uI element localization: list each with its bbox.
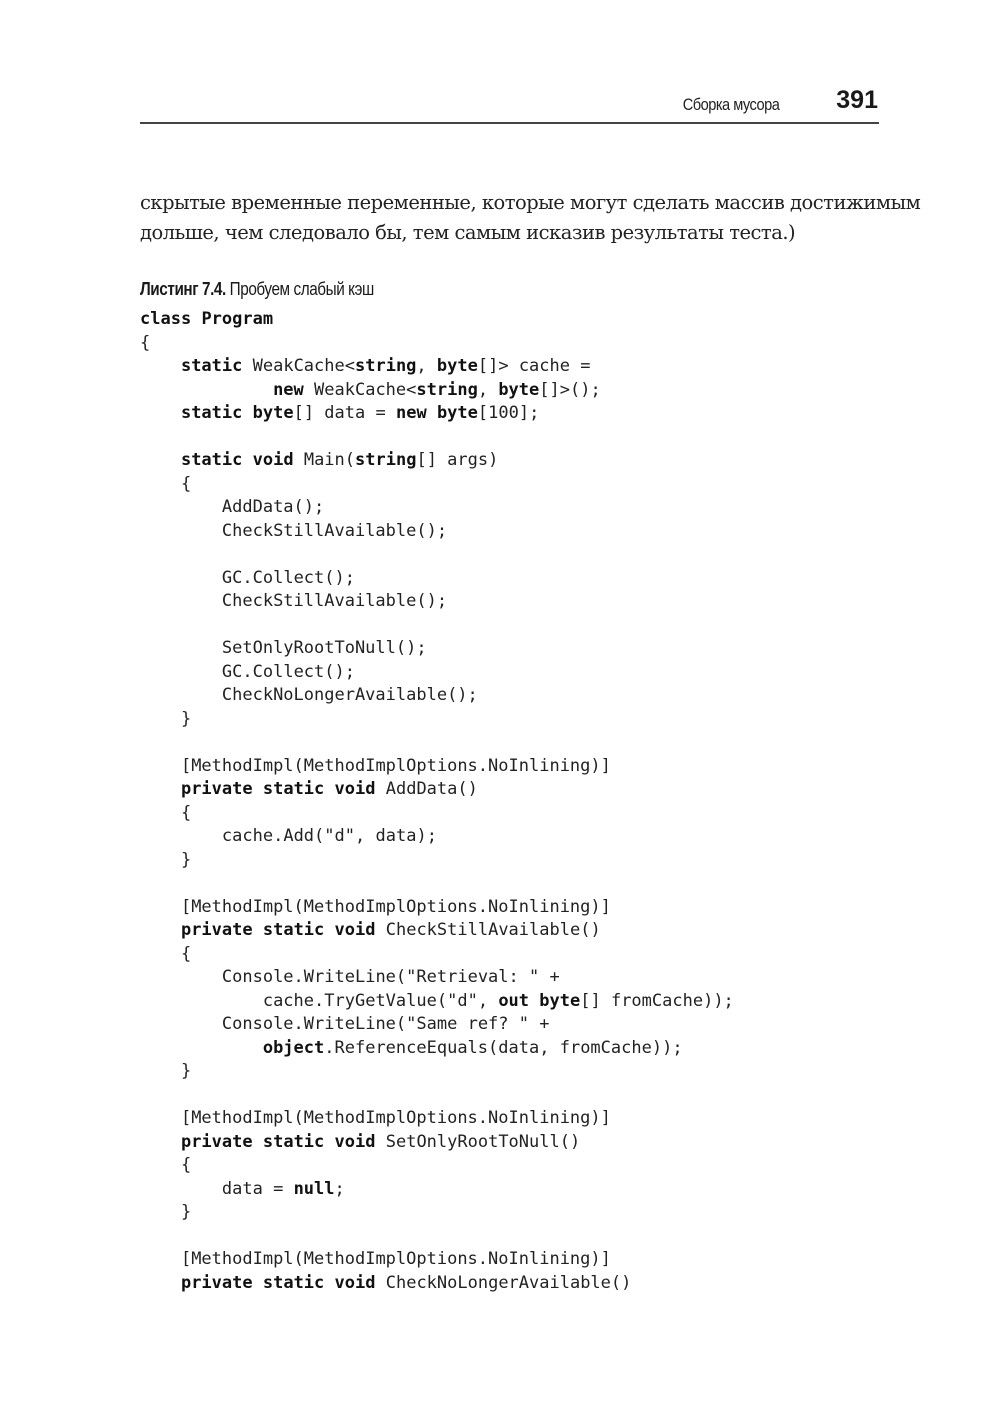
code-line: SetOnlyRootToNull(); — [221, 638, 427, 658]
code-line: GC.Collect(); — [221, 661, 355, 682]
listing-caption — [140, 279, 374, 300]
body-paragraph — [140, 188, 921, 248]
code-line: { — [140, 332, 151, 353]
listing-label: Листинг 7.4. — [140, 279, 226, 299]
code-line: { — [140, 802, 192, 823]
code-line — [140, 731, 734, 755]
code-line: [MethodImpl(MethodImplOptions.NoInlining)] — [140, 755, 611, 776]
code-line: [MethodImpl(MethodImplOptions.NoInlining)] — [140, 1108, 611, 1128]
section-title: Сборка мусора — [682, 95, 779, 114]
code-line: } — [140, 1061, 192, 1081]
code-line — [140, 426, 734, 450]
code-line: cache.Add("d", data); — [221, 826, 437, 846]
header-rule — [140, 122, 879, 124]
code-line — [140, 1084, 734, 1108]
code-line: object.ReferenceEquals(data, fromCache)); — [262, 1037, 683, 1058]
code-listing — [140, 308, 734, 1295]
code-line: CheckNoLongerAvailable(); — [221, 685, 478, 705]
code-line — [140, 543, 734, 567]
code-line: cache.TryGetValue("d", out byte[] fromCache)); — [262, 990, 734, 1011]
code-line — [140, 872, 734, 896]
code-line: AddData(); — [221, 497, 325, 517]
body-line: скрытые временные переменные, которые могут сделать массив достижимым — [140, 191, 921, 214]
code-line — [140, 1225, 734, 1249]
listing-title: Пробуем слабый кэш — [229, 279, 374, 299]
code-line: } — [140, 708, 192, 729]
code-line: CheckStillAvailable(); — [221, 520, 448, 541]
code-line: CheckStillAvailable(); — [221, 591, 448, 611]
code-line: static byte[] data = new byte[100]; — [180, 403, 540, 423]
code-line: [MethodImpl(MethodImplOptions.NoInlining)] — [140, 896, 611, 917]
code-line: static void Main(string[] args) — [180, 450, 499, 470]
page-number: 391 — [836, 86, 878, 114]
code-line: Console.WriteLine("Retrieval: " + — [221, 967, 560, 987]
code-line: private static void SetOnlyRootToNull() — [180, 1131, 581, 1152]
code-line: { — [140, 1155, 192, 1175]
code-line: Console.WriteLine("Same ref? " + — [221, 1014, 550, 1034]
code-line: static WeakCache<string, byte[]> cache = — [180, 356, 591, 376]
code-line: { — [140, 473, 192, 494]
code-line: private static void AddData() — [180, 779, 478, 799]
code-line: GC.Collect(); — [221, 567, 355, 588]
code-line: private static void CheckStillAvailable() — [180, 920, 601, 940]
code-line: class Program — [140, 309, 274, 329]
code-line: } — [140, 849, 192, 870]
body-line: дольше, чем следовало бы, тем самым исказив результаты теста.) — [140, 221, 796, 244]
code-line: [MethodImpl(MethodImplOptions.NoInlining)] — [140, 1249, 611, 1269]
code-line: { — [140, 943, 192, 964]
code-line: data = null; — [221, 1178, 345, 1199]
code-line: new WeakCache<string, byte[]>(); — [273, 379, 601, 400]
running-head — [140, 82, 879, 122]
code-line: private static void CheckNoLongerAvailable() — [180, 1272, 632, 1293]
code-line: } — [140, 1202, 192, 1222]
code-line — [140, 614, 734, 638]
